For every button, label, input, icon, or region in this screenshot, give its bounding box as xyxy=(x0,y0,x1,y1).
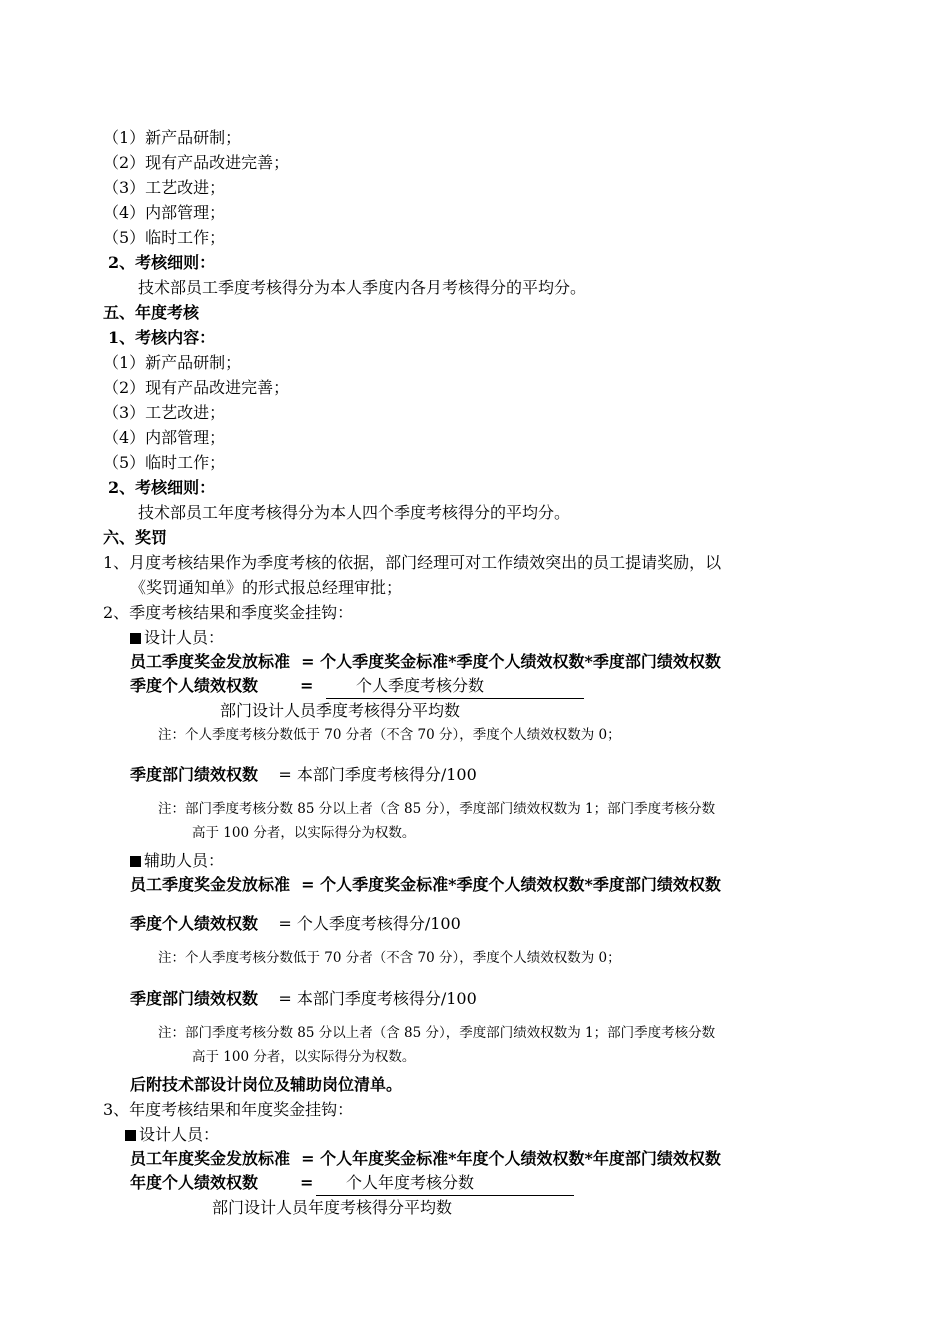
note: 高于 100 分者，以实际得分为权数。 xyxy=(192,1049,416,1065)
paragraph: 技术部员工季度考核得分为本人季度内各月考核得分的平均分。 xyxy=(138,278,587,297)
paragraph: 2、季度考核结果和季度奖金挂钩： xyxy=(103,603,354,622)
category-label xyxy=(130,849,224,873)
formula xyxy=(130,650,721,674)
formula xyxy=(130,873,721,897)
formula-lhs: 员工季度奖金发放标准 xyxy=(130,875,291,894)
square-bullet-icon xyxy=(125,1130,136,1141)
formula-lhs: 季度个人绩效权数 xyxy=(130,914,259,933)
section-heading: 六、奖罚 xyxy=(103,528,168,547)
formula xyxy=(130,987,477,1011)
appendix-note: 后附技术部设计岗位及辅助岗位清单。 xyxy=(130,1075,403,1094)
list-item: （1）新产品研制； xyxy=(103,128,242,147)
fraction-numerator: 个人年度考核分数 xyxy=(316,1171,574,1196)
paragraph: 1、月度考核结果作为季度考核的依据，部门经理可对工作绩效突出的员工提请奖励，以 xyxy=(103,553,722,572)
category-label-text: 设计人员： xyxy=(139,1125,220,1144)
formula xyxy=(130,1147,721,1171)
square-bullet-icon xyxy=(130,633,141,644)
list-item: （1）新产品研制； xyxy=(103,353,242,372)
equals-sign: = xyxy=(300,1173,314,1192)
list-item: （5）临时工作； xyxy=(103,453,226,472)
note: 注：部门季度考核分数 85 分以上者（含 85 分），季度部门绩效权数为 1；部门季度考核分数 xyxy=(158,1025,716,1041)
formula-lhs: 员工年度奖金发放标准 xyxy=(130,1149,291,1168)
note: 高于 100 分者，以实际得分为权数。 xyxy=(192,825,416,841)
formula-rhs: = 个人季度奖金标准*季度个人绩效权数*季度部门绩效权数 xyxy=(301,875,721,894)
equals-sign: = xyxy=(300,676,314,695)
category-label xyxy=(130,626,224,650)
note: 注：部门季度考核分数 85 分以上者（含 85 分），季度部门绩效权数为 1；部门季度考核分数 xyxy=(158,801,716,817)
category-label-text: 设计人员： xyxy=(144,628,225,647)
list-item: （5）临时工作； xyxy=(103,228,226,247)
category-label-text: 辅助人员： xyxy=(144,851,225,870)
subheading: 2、考核细则： xyxy=(108,253,216,272)
formula-rhs: = 个人季度奖金标准*季度个人绩效权数*季度部门绩效权数 xyxy=(301,652,721,671)
subheading: 1、考核内容： xyxy=(108,328,216,347)
paragraph: 技术部员工年度考核得分为本人四个季度考核得分的平均分。 xyxy=(138,503,571,522)
list-item: （2）现有产品改进完善； xyxy=(103,378,290,397)
formula-rhs: = 个人年度奖金标准*年度个人绩效权数*年度部门绩效权数 xyxy=(301,1149,721,1168)
category-label xyxy=(125,1123,219,1147)
formula-rhs: = 本部门季度考核得分/100 xyxy=(278,765,477,784)
list-item: （3）工艺改进； xyxy=(103,178,226,197)
subheading: 2、考核细则： xyxy=(108,478,216,497)
formula xyxy=(130,763,477,787)
formula-label: 年度个人绩效权数 xyxy=(130,1173,259,1192)
formula-lhs: 员工季度奖金发放标准 xyxy=(130,652,291,671)
formula-lhs: 季度部门绩效权数 xyxy=(130,765,259,784)
list-item: （2）现有产品改进完善； xyxy=(103,153,290,172)
fraction-denominator: 部门设计人员季度考核得分平均数 xyxy=(220,701,461,720)
square-bullet-icon xyxy=(130,856,141,867)
note: 注：个人季度考核分数低于 70 分者（不含 70 分），季度个人绩效权数为 0； xyxy=(158,727,621,743)
formula-rhs: = 本部门季度考核得分/100 xyxy=(278,989,477,1008)
formula xyxy=(130,912,461,936)
formula-lhs: 季度部门绩效权数 xyxy=(130,989,259,1008)
fraction-denominator: 部门设计人员年度考核得分平均数 xyxy=(212,1198,453,1217)
note: 注：个人季度考核分数低于 70 分者（不含 70 分），季度个人绩效权数为 0； xyxy=(158,950,621,966)
list-item: （4）内部管理； xyxy=(103,203,226,222)
formula-rhs: = 个人季度考核得分/100 xyxy=(278,914,461,933)
paragraph: 3、年度考核结果和年度奖金挂钩： xyxy=(103,1100,354,1119)
formula-label: 季度个人绩效权数 xyxy=(130,676,259,695)
list-item: （3）工艺改进； xyxy=(103,403,226,422)
fraction-numerator: 个人季度考核分数 xyxy=(326,674,584,699)
paragraph: 《奖罚通知单》的形式报总经理审批； xyxy=(130,578,403,597)
section-heading: 五、年度考核 xyxy=(103,303,200,322)
list-item: （4）内部管理； xyxy=(103,428,226,447)
